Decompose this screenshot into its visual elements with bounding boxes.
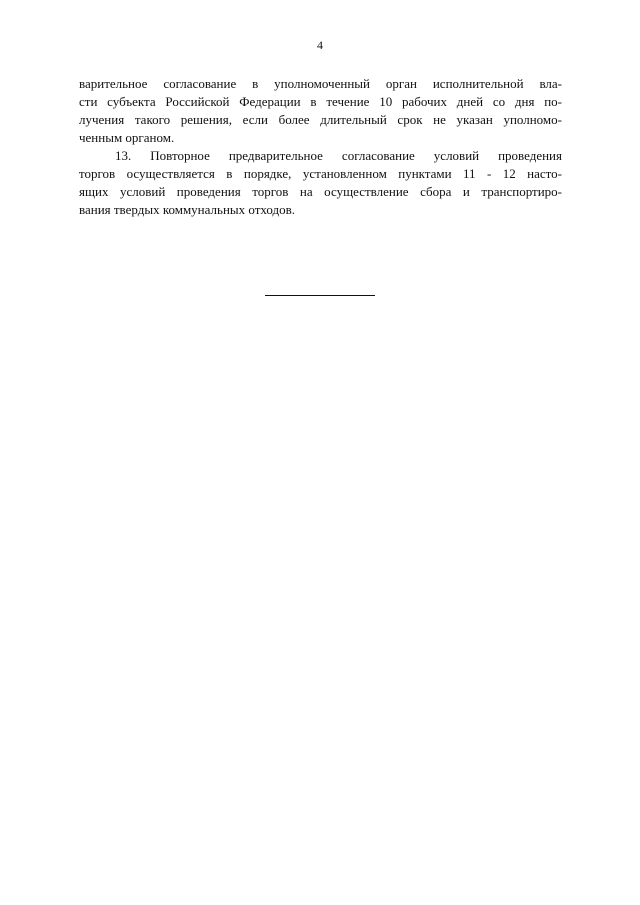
paragraph-continuation [79, 75, 562, 147]
text-line: варительное согласование в уполномоченный орган исполнительной вла- [79, 76, 562, 91]
text-line: вания твердых коммунальных отходов. [79, 202, 296, 217]
text-line: торгов осуществляется в порядке, установленном пунктами 11 - 12 насто- [79, 166, 562, 181]
text-line: сти субъекта Российской Федерации в течение 10 рабочих дней со дня по- [79, 94, 562, 109]
end-of-document-rule [265, 295, 375, 296]
document-body [79, 75, 562, 219]
paragraph-item-13 [79, 147, 562, 219]
page-number: 4 [317, 38, 323, 52]
text-line: 13. Повторное предварительное согласование условий проведения [115, 148, 562, 163]
text-line: ящих условий проведения торгов на осуществление сбора и транспортиро- [79, 184, 562, 199]
text-line: ченным органом. [79, 130, 175, 145]
text-line: лучения такого решения, если более длительный срок не указан уполномо- [79, 112, 562, 127]
